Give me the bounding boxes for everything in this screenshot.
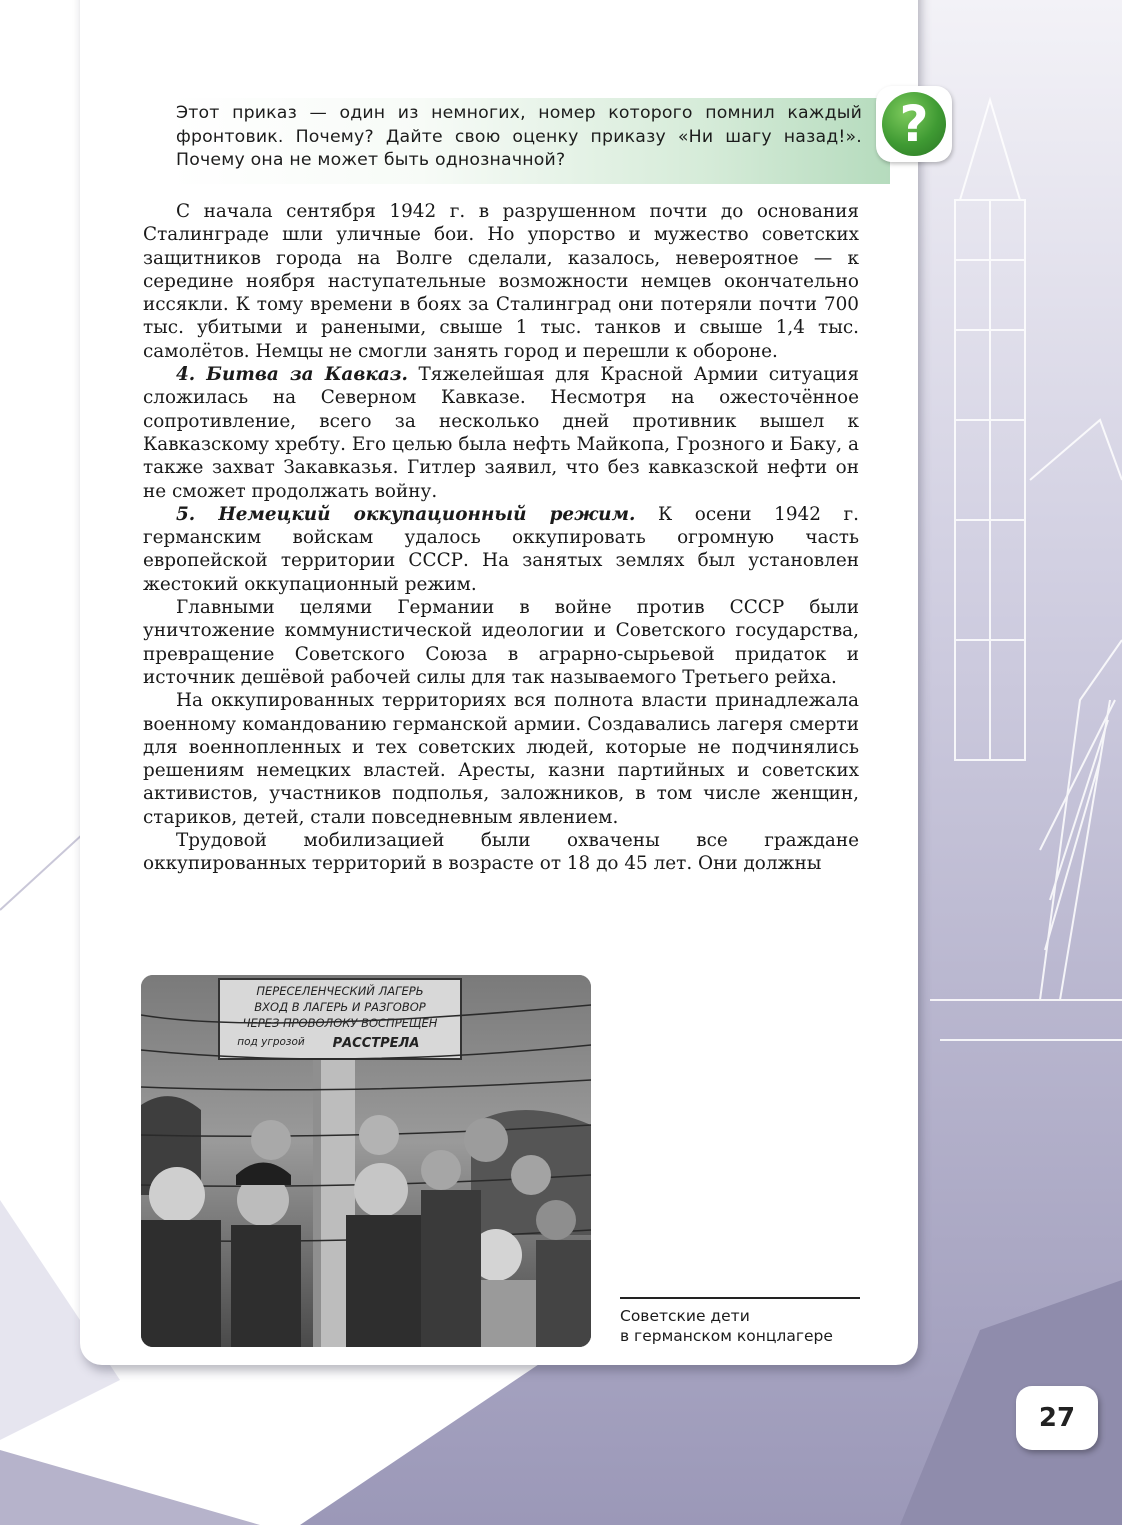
main-text: [143, 200, 859, 876]
sign-line: ЧЕРЕЗ ПРОВОЛОКУ ВОСПРЕЩЕН: [242, 1016, 438, 1030]
paragraph: [143, 829, 859, 876]
question-icon-badge: [876, 86, 952, 162]
page-number: 27: [1016, 1386, 1098, 1450]
sign-line: ВХОД В ЛАГЕРЬ И РАЗГОВОР: [254, 1000, 426, 1014]
question-mark-icon: ?: [882, 92, 946, 156]
sign-line: под угрозой: [237, 1036, 305, 1048]
question-text: Этот приказ — один из немногих, номер которого помнил каждый фронтовик. Почему? Дайте свою оценку приказу «Ни шагу назад!». Почему она не может быть однозначной?: [176, 103, 862, 170]
photo-caption: [620, 1306, 870, 1346]
paragraph-text: Главными целями Германии в войне против СССР были уничтожение коммунистической идеологии и Советского государства, превращение Советского Союза в аграрно-сырьевой придаток и источник дешёвой рабочей силы для так называемого Третьего рейха.: [143, 597, 859, 688]
sign-line: ПЕРЕСЕЛЕНЧЕСКИЙ ЛАГЕРЬ: [256, 984, 424, 998]
section-heading-caucasus: 4. Битва за Кавказ.: [176, 364, 408, 386]
paragraph-text: Трудовой мобилизацией были охвачены все граждане оккупированных территорий в возрасте от 18 до 45 лет. Они должны: [143, 830, 859, 875]
paragraph-text: Тяжелейшая для Красной Армии ситуация сложилась на Северном Кавказе. Несмотря на ожесточённое сопротивление, всего за несколько дней противник вышел к Кавказскому хребту. Его целью была нефть Майкопа, Грозного и Баку, а также захват Закавказья. Гитлер заявил, что без кавказской нефти он не сможет продолжать войну.: [143, 364, 859, 502]
paragraph: [143, 363, 859, 503]
historical-photo: [141, 975, 591, 1347]
paragraph-text: К осени 1942 г. германским войскам удалось оккупировать огромную часть европейской территории СССР. На занятых землях был установлен жестокий оккупационный режим.: [143, 503, 859, 595]
caption-line: в германском концлагере: [620, 1327, 833, 1345]
paragraph: [143, 596, 859, 689]
paragraph: [143, 503, 859, 596]
sign-line: РАССТРЕЛА: [332, 1036, 420, 1051]
section-heading-occupation: 5. Немецкий оккупационный режим.: [176, 503, 636, 525]
caption-divider: [620, 1297, 860, 1299]
paragraph-text: На оккупированных территориях вся полнота власти принадлежала военному командованию германской армии. Создавались лагеря смерти для военнопленных и тех советских людей, которые не подчинялись решениям немецких властей. Аресты, казни партийных и советских активистов, участников подполья, заложников, в том числе женщин, стариков, детей, стали повседневным явлением.: [143, 690, 859, 828]
caption-line: Советские дети: [620, 1307, 750, 1325]
paragraph: [143, 200, 859, 363]
paragraph-text: С начала сентября 1942 г. в разрушенном почти до основания Сталинграде шли уличные бои. Но упорство и мужество советских защитников города на Волге сделали, казалось, невероятное — к середине ноября наступательные возможности немцев окончательно иссякли. К тому времени в боях за Сталинград они потеряли почти 700 тыс. убитыми и ранеными, свыше 1 тыс. танков и свыше 1,4 тыс. самолётов. Немцы не смогли занять город и перешли к обороне.: [143, 201, 859, 362]
paragraph: [143, 689, 859, 829]
